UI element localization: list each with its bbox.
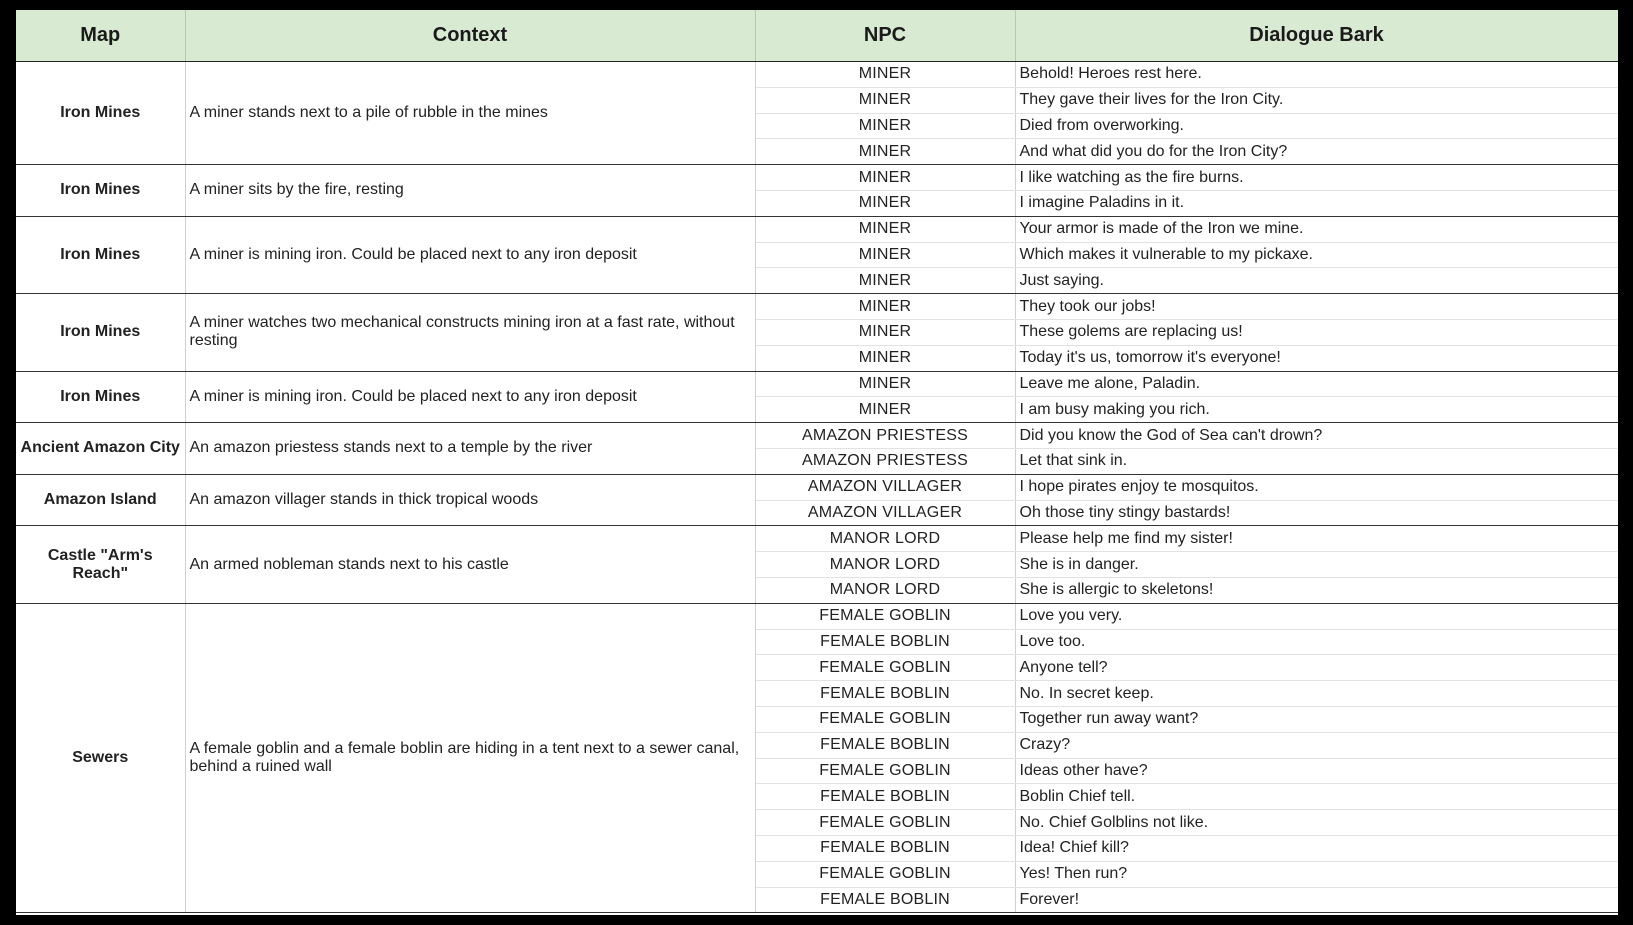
bark-cell[interactable]: Love you very. — [1015, 603, 1618, 629]
npc-cell[interactable]: FEMALE GOBLIN — [755, 655, 1015, 681]
npc-cell[interactable]: FEMALE BOBLIN — [755, 629, 1015, 655]
header-npc[interactable]: NPC — [755, 10, 1015, 62]
bark-cell[interactable]: Forever! — [1015, 887, 1618, 913]
bark-cell[interactable]: Died from overworking. — [1015, 113, 1618, 139]
npc-cell[interactable]: MINER — [755, 294, 1015, 320]
npc-cell[interactable]: FEMALE GOBLIN — [755, 861, 1015, 887]
npc-cell[interactable]: MANOR LORD — [755, 526, 1015, 552]
table-row — [16, 294, 1618, 320]
table-row — [16, 371, 1618, 397]
npc-cell[interactable]: MINER — [755, 87, 1015, 113]
bark-cell[interactable]: These golems are replacing us! — [1015, 319, 1618, 345]
npc-cell[interactable]: MINER — [755, 113, 1015, 139]
bark-cell[interactable]: I imagine Paladins in it. — [1015, 190, 1618, 216]
map-cell[interactable]: Sewers — [16, 603, 185, 913]
map-cell[interactable]: Iron Mines — [16, 371, 185, 423]
bark-cell[interactable]: I like watching as the fire burns. — [1015, 165, 1618, 191]
bark-cell[interactable]: Your armor is made of the Iron we mine. — [1015, 216, 1618, 242]
map-cell[interactable]: Iron Mines — [16, 294, 185, 371]
npc-cell[interactable]: FEMALE GOBLIN — [755, 810, 1015, 836]
table-row — [16, 165, 1618, 191]
dialogue-table — [16, 10, 1618, 913]
bark-cell[interactable]: Behold! Heroes rest here. — [1015, 62, 1618, 88]
npc-cell[interactable]: FEMALE GOBLIN — [755, 603, 1015, 629]
npc-cell[interactable]: AMAZON PRIESTESS — [755, 448, 1015, 474]
context-cell[interactable]: An armed nobleman stands next to his castle — [185, 526, 755, 603]
bark-cell[interactable]: Please help me find my sister! — [1015, 526, 1618, 552]
bark-cell[interactable]: She is in danger. — [1015, 552, 1618, 578]
bark-cell[interactable]: They took our jobs! — [1015, 294, 1618, 320]
npc-cell[interactable]: MINER — [755, 268, 1015, 294]
table-row — [16, 474, 1618, 500]
context-cell[interactable]: An amazon villager stands in thick tropical woods — [185, 474, 755, 526]
header-map[interactable]: Map — [16, 10, 185, 62]
table-row — [16, 423, 1618, 449]
npc-cell[interactable]: MINER — [755, 62, 1015, 88]
context-cell[interactable]: A miner sits by the fire, resting — [185, 165, 755, 217]
context-cell[interactable]: A miner is mining iron. Could be placed next to any iron deposit — [185, 216, 755, 293]
table-body — [16, 62, 1618, 913]
bark-cell[interactable]: Oh those tiny stingy bastards! — [1015, 500, 1618, 526]
bark-cell[interactable]: Love too. — [1015, 629, 1618, 655]
bark-cell[interactable]: Yes! Then run? — [1015, 861, 1618, 887]
map-cell[interactable]: Castle "Arm's Reach" — [16, 526, 185, 603]
context-cell[interactable]: A miner watches two mechanical constructs mining iron at a fast rate, without resting — [185, 294, 755, 371]
npc-cell[interactable]: MANOR LORD — [755, 577, 1015, 603]
header-bark[interactable]: Dialogue Bark — [1015, 10, 1618, 62]
bark-cell[interactable]: No. In secret keep. — [1015, 681, 1618, 707]
bark-cell[interactable]: Anyone tell? — [1015, 655, 1618, 681]
npc-cell[interactable]: MINER — [755, 397, 1015, 423]
bark-cell[interactable]: I am busy making you rich. — [1015, 397, 1618, 423]
npc-cell[interactable]: MANOR LORD — [755, 552, 1015, 578]
table-row — [16, 526, 1618, 552]
npc-cell[interactable]: AMAZON PRIESTESS — [755, 423, 1015, 449]
bark-cell[interactable]: Idea! Chief kill? — [1015, 835, 1618, 861]
bark-cell[interactable]: Ideas other have? — [1015, 758, 1618, 784]
npc-cell[interactable]: FEMALE BOBLIN — [755, 835, 1015, 861]
bark-cell[interactable]: She is allergic to skeletons! — [1015, 577, 1618, 603]
npc-cell[interactable]: FEMALE BOBLIN — [755, 784, 1015, 810]
table-row — [16, 603, 1618, 629]
npc-cell[interactable]: FEMALE BOBLIN — [755, 681, 1015, 707]
bark-cell[interactable]: Together run away want? — [1015, 706, 1618, 732]
context-cell[interactable]: A miner is mining iron. Could be placed next to any iron deposit — [185, 371, 755, 423]
npc-cell[interactable]: FEMALE BOBLIN — [755, 887, 1015, 913]
npc-cell[interactable]: AMAZON VILLAGER — [755, 500, 1015, 526]
bark-cell[interactable]: Leave me alone, Paladin. — [1015, 371, 1618, 397]
header-row — [16, 10, 1618, 62]
npc-cell[interactable]: MINER — [755, 345, 1015, 371]
context-cell[interactable]: A miner stands next to a pile of rubble in the mines — [185, 62, 755, 165]
table-row — [16, 216, 1618, 242]
map-cell[interactable]: Ancient Amazon City — [16, 423, 185, 475]
bark-cell[interactable]: Did you know the God of Sea can't drown? — [1015, 423, 1618, 449]
map-cell[interactable]: Amazon Island — [16, 474, 185, 526]
spreadsheet — [16, 10, 1618, 915]
bark-cell[interactable]: No. Chief Golblins not like. — [1015, 810, 1618, 836]
bark-cell[interactable]: Which makes it vulnerable to my pickaxe. — [1015, 242, 1618, 268]
npc-cell[interactable]: MINER — [755, 319, 1015, 345]
npc-cell[interactable]: MINER — [755, 190, 1015, 216]
map-cell[interactable]: Iron Mines — [16, 165, 185, 217]
bark-cell[interactable]: They gave their lives for the Iron City. — [1015, 87, 1618, 113]
table-row — [16, 62, 1618, 88]
header-context[interactable]: Context — [185, 10, 755, 62]
context-cell[interactable]: An amazon priestess stands next to a temple by the river — [185, 423, 755, 475]
npc-cell[interactable]: MINER — [755, 242, 1015, 268]
context-cell[interactable]: A female goblin and a female boblin are hiding in a tent next to a sewer canal, behind a ruined wall — [185, 603, 755, 913]
npc-cell[interactable]: AMAZON VILLAGER — [755, 474, 1015, 500]
npc-cell[interactable]: MINER — [755, 371, 1015, 397]
npc-cell[interactable]: FEMALE BOBLIN — [755, 732, 1015, 758]
npc-cell[interactable]: FEMALE GOBLIN — [755, 758, 1015, 784]
npc-cell[interactable]: FEMALE GOBLIN — [755, 706, 1015, 732]
npc-cell[interactable]: MINER — [755, 216, 1015, 242]
bark-cell[interactable]: Just saying. — [1015, 268, 1618, 294]
map-cell[interactable]: Iron Mines — [16, 62, 185, 165]
bark-cell[interactable]: Let that sink in. — [1015, 448, 1618, 474]
npc-cell[interactable]: MINER — [755, 165, 1015, 191]
bark-cell[interactable]: I hope pirates enjoy te mosquitos. — [1015, 474, 1618, 500]
map-cell[interactable]: Iron Mines — [16, 216, 185, 293]
bark-cell[interactable]: Boblin Chief tell. — [1015, 784, 1618, 810]
bark-cell[interactable]: And what did you do for the Iron City? — [1015, 139, 1618, 165]
npc-cell[interactable]: MINER — [755, 139, 1015, 165]
bark-cell[interactable]: Crazy? — [1015, 732, 1618, 758]
bark-cell[interactable]: Today it's us, tomorrow it's everyone! — [1015, 345, 1618, 371]
